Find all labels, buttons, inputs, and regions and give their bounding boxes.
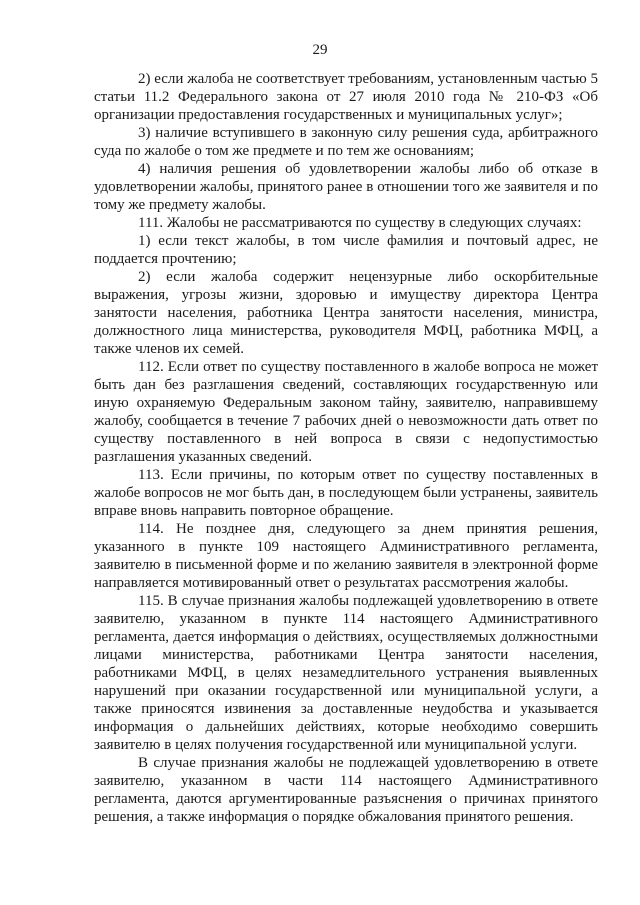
paragraph-clause-4: 4) наличия решения об удовлетворении жалобы либо об отказе в удовлетворении жалобы, принятого ранее в отношении того же заявителя и по тому же предмету жалобы. [94, 161, 598, 213]
paragraph-section-115: 115. В случае признания жалобы подлежащей удовлетворению в ответе заявителю, указанном в пункте 114 настоящего Административного регламента, дается информация о действиях, осуществляемых должностными лицами министерства, работниками Центра занятости населения, работниками МФЦ, в целях незамедлительного устранения выявленных нарушений при оказании государственной или муниципальной услуги, а также приносятся извинения за доставленные неудобства и указывается информация о дальнейших действиях, которые необходимо совершить заявителю в целях получения государственной или муниципальной услуги. [94, 593, 598, 753]
paragraph-section-111: 111. Жалобы не рассматриваются по существу в следующих случаях: [138, 215, 582, 231]
paragraph-111-item-2: 2) если жалоба содержит нецензурные либо оскорбительные выражения, угрозы жизни, здоровью и имуществу директора Центра занятости населения, работника Центра занятости населения, министра, должностного лица министерства, руководителя МФЦ, работника МФЦ, а также членов их семей. [94, 269, 598, 357]
page-number: 29 [312, 42, 328, 58]
paragraph-115-rejection: В случае признания жалобы не подлежащей удовлетворению в ответе заявителю, указанном в части 114 настоящего Административного регламента, даются аргументированные разъяснения о причинах принятого решения, а также информация о порядке обжалования принятого решения. [94, 755, 598, 825]
paragraph-clause-3: 3) наличие вступившего в законную силу решения суда, арбитражного суда по жалобе о том же предмете и по тем же основаниям; [94, 125, 598, 159]
paragraph-section-113: 113. Если причины, по которым ответ по существу поставленных в жалобе вопросов не мог быть дан, в последующем были устранены, заявитель вправе вновь направить повторное обращение. [94, 467, 598, 519]
paragraph-111-item-1: 1) если текст жалобы, в том числе фамилия и почтовый адрес, не поддается прочтению; [94, 233, 598, 267]
document-body [94, 70, 598, 826]
paragraph-section-112: 112. Если ответ по существу поставленного в жалобе вопроса не может быть дан без разглашения сведений, составляющих государственную или иную охраняемую Федеральным законом тайну, заявителю, направившему жалобу, сообщается в течение 7 рабочих дней о невозможности дать ответ по существу поставленного в ней вопроса в связи с недопустимостью разглашения указанных сведений. [94, 359, 598, 465]
paragraph-clause-2: 2) если жалоба не соответствует требованиям, установленным частью 5 статьи 11.2 Федерального закона от 27 июля 2010 года № 210-ФЗ «Об организации предоставления государственных и муниципальных услуг»; [94, 71, 598, 123]
paragraph-section-114: 114. Не позднее дня, следующего за днем принятия решения, указанного в пункте 109 настоящего Административного регламента, заявителю в письменной форме и по желанию заявителя в электронной форме направляется мотивированный ответ о результатах рассмотрения жалобы. [94, 521, 598, 591]
